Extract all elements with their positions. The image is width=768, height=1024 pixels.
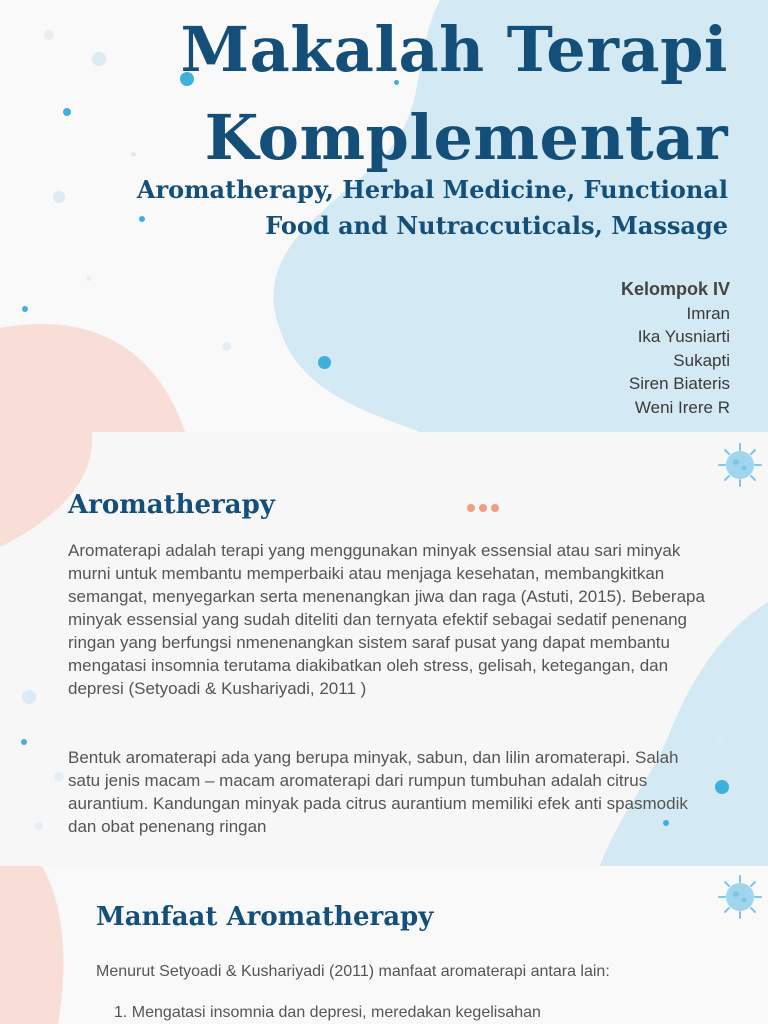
member-name: Sukapti <box>673 350 730 370</box>
decor-dot <box>53 191 65 203</box>
presentation-subtitle <box>137 172 728 244</box>
member-name: Imran <box>686 303 730 323</box>
virus-icon <box>715 440 765 490</box>
decor-dot <box>86 276 91 281</box>
member-name: Siren Biateris <box>628 374 730 393</box>
decor-dot <box>222 342 231 351</box>
title-line-2: Komplementar <box>204 101 728 174</box>
decor-dot <box>22 306 28 312</box>
list-item: 1. Mengatasi insomnia dan depresi, meredakan kegelisahan <box>114 1004 541 1021</box>
decor-dot <box>716 738 723 745</box>
decor-dot <box>63 108 71 116</box>
subtitle-line-2: Food and Nutraccuticals, Massage <box>265 211 728 240</box>
decor-dot <box>54 772 64 782</box>
title-line-1: Makalah Terapi <box>180 13 728 86</box>
manfaat-slide <box>0 866 768 1024</box>
decor-dot <box>318 356 331 369</box>
member-name: Weni Irere R <box>634 397 730 417</box>
dots-icon <box>467 504 499 512</box>
section-heading: Manfaat Aromatherapy <box>96 902 434 932</box>
presentation-title <box>180 6 728 182</box>
decor-dot <box>35 822 43 830</box>
subtitle-line-1: Aromatherapy, Herbal Medicine, Functional <box>136 175 728 204</box>
decor-dot <box>131 152 136 157</box>
group-heading: Kelompok IV <box>620 279 730 299</box>
group-members <box>621 278 730 419</box>
virus-icon <box>715 872 765 922</box>
decor-dot <box>715 780 729 794</box>
cover-slide <box>0 0 768 432</box>
decor-dot <box>44 30 54 40</box>
paragraph: Bentuk aromaterapi ada yang berupa minyak, sabun, dan lilin aromaterapi. Salah satu jenis macam – macam aromaterapi dari rumpun tumbuhan adalah citrus aurantium. Kandungan minyak pada citrus aurantium memiliki efek anti spasmodik dan obat penenang ringan <box>68 748 688 836</box>
decor-dot <box>21 739 27 745</box>
section-heading: Aromatherapy <box>68 490 275 520</box>
intro-text: Menurut Setyoadi & Kushariyadi (2011) manfaat aromaterapi antara lain: <box>96 963 610 980</box>
paragraph: Aromaterapi adalah terapi yang menggunakan minyak essensial atau sari minyak murni untuk membantu memperbaiki atau menjaga kesehatan, membangkitkan semangat, menyegarkan serta menenangkan jiwa dan raga (Astuti, 2015). Beberapa minyak essensial yang sudah diteliti dan ternyata efektif sebagai sedatif penenang ringan yang berfungsi nmenenangkan sistem saraf pusat yang dapat membantu mengatasi insomnia terutama diakibatkan oleh stress, gelisah, ketegangan, dan depresi (Setyoadi & Kushariyadi, 2011 ) <box>68 541 705 698</box>
aromatherapy-slide <box>0 432 768 866</box>
decor-dot <box>92 52 106 66</box>
member-name: Ika Yusniarti <box>637 327 730 346</box>
decor-dot <box>22 690 36 704</box>
